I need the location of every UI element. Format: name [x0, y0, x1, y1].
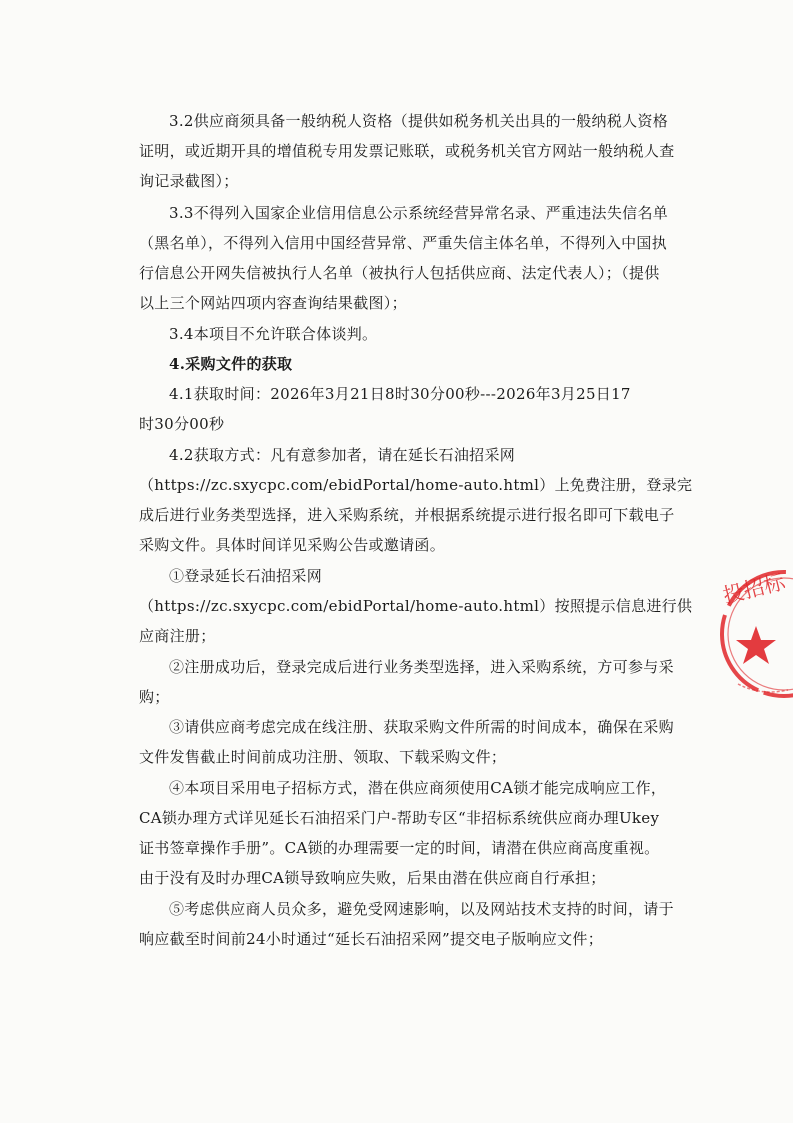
text-line: 证明，或近期开具的增值税专用发票记账联，或税务机关官方网站一般纳税人查 [139, 142, 675, 160]
text-line: 时30分00秒 [139, 415, 225, 433]
text-line: （黑名单），不得列入信用中国经营异常、严重失信主体名单，不得列入中国执 [139, 234, 668, 252]
text-line: 询记录截图）； [139, 172, 239, 190]
star-icon [736, 626, 776, 664]
text-line: （https://zc.sxycpc.com/ebidPortal/home-auto.html）上免费注册，登录完 [139, 476, 693, 494]
text-line: 采购文件。具体时间详见采购公告或邀请函。 [139, 536, 446, 554]
text-line: 文件发售截止时间前成功注册、领取、下载采购文件； [139, 748, 507, 766]
section-heading: 4.采购文件的获取 [169, 355, 293, 373]
text-line: 响应截至时间前24小时通过“延长石油招采网”提交电子版响应文件； [139, 930, 604, 948]
text-line: 购； [139, 688, 170, 706]
text-line: 应商注册； [139, 627, 216, 645]
text-line: 3.4本项目不允许联合体谈判。 [169, 325, 378, 343]
red-seal-stamp [716, 566, 793, 716]
text-line: 由于没有及时办理CA锁导致响应失败，后果由潜在供应商自行承担； [139, 869, 606, 887]
seal-text: 投招标 [720, 569, 788, 609]
text-line: ④本项目采用电子招标方式，潜在供应商须使用CA锁才能完成响应工作， [169, 779, 667, 797]
text-line: ①登录延长石油招采网 [169, 567, 323, 585]
text-line: （https://zc.sxycpc.com/ebidPortal/home-auto.html）按照提示信息进行供 [139, 597, 693, 615]
text-line: 成后进行业务类型选择，进入采购系统，并根据系统提示进行报名即可下载电子 [139, 506, 675, 524]
text-line: 证书签章操作手册”。CA锁的办理需要一定的时间，请潜在供应商高度重视。 [139, 839, 660, 857]
text-line: 4.2获取方式：凡有意参加者，请在延长石油招采网 [169, 446, 516, 464]
text-line: 3.3不得列入国家企业信用信息公示系统经营异常名录、严重违法失信名单 [169, 204, 669, 222]
text-line: 行信息公开网失信被执行人名单（被执行人包括供应商、法定代表人）；（提供 [139, 264, 660, 282]
text-line: 4.1获取时间：2026年3月21日8时30分00秒---2026年3月25日17 [169, 385, 631, 403]
text-line: 以上三个网站四项内容查询结果截图）； [139, 294, 407, 312]
text-line: ③请供应商考虑完成在线注册、获取采购文件所需的时间成本，确保在采购 [169, 718, 674, 736]
text-line: ②注册成功后，登录完成后进行业务类型选择，进入采购系统，方可参与采 [169, 658, 674, 676]
text-line: CA锁办理方式详见延长石油招采门户-帮助专区“非招标系统供应商办理Ukey [139, 809, 660, 827]
text-line: 3.2供应商须具备一般纳税人资格（提供如税务机关出具的一般纳税人资格 [169, 112, 669, 130]
text-line: ⑤考虑供应商人员众多，避免受网速影响，以及网站技术支持的时间，请于 [169, 900, 674, 918]
